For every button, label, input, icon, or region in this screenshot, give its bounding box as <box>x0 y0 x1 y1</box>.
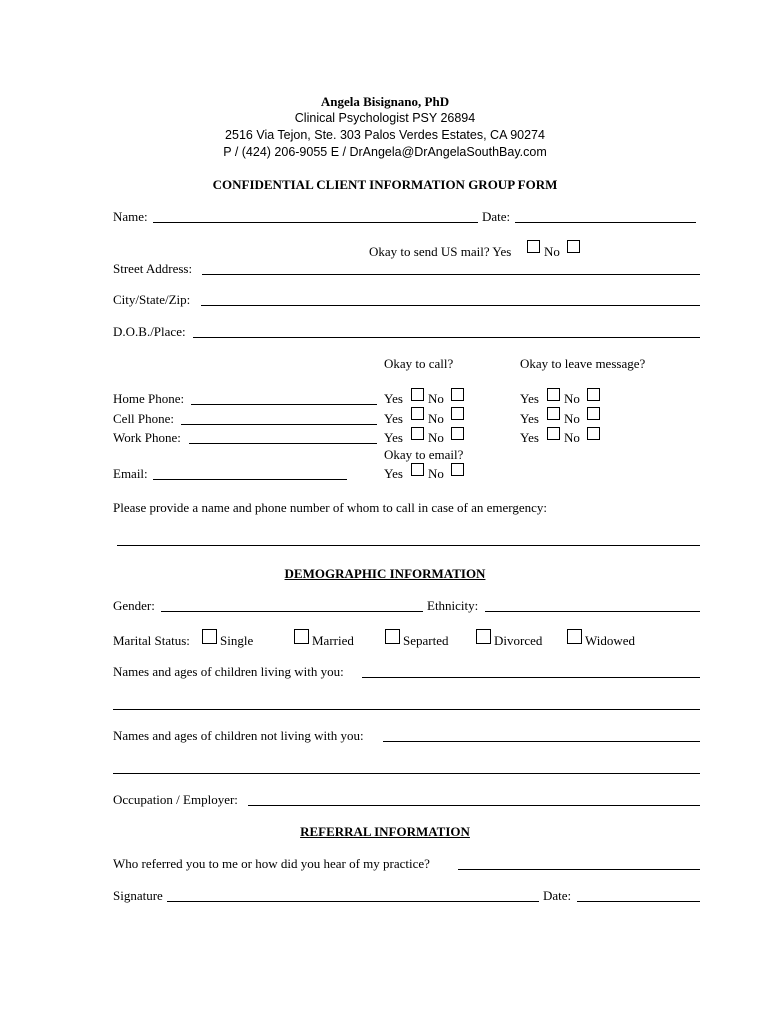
home-msg-no-label: No <box>564 391 580 406</box>
widowed-checkbox[interactable] <box>567 629 582 644</box>
email-no-label: No <box>428 466 444 481</box>
single-label: Single <box>220 633 254 648</box>
home-call-yes-checkbox[interactable] <box>411 388 424 401</box>
home-phone-label: Home Phone: <box>113 391 185 406</box>
children-without-label: Names and ages of children not living with you: <box>113 728 364 743</box>
signature-date-label: Date: <box>543 888 572 903</box>
referral-field[interactable] <box>458 869 700 870</box>
form-title: CONFIDENTIAL CLIENT INFORMATION GROUP FORM <box>212 177 558 192</box>
cell-call-yes-checkbox[interactable] <box>411 407 424 420</box>
work-msg-no-checkbox[interactable] <box>587 427 600 440</box>
email-yes-checkbox[interactable] <box>411 463 424 476</box>
demographic-heading: DEMOGRAPHIC INFORMATION <box>284 566 486 581</box>
emergency-field[interactable] <box>117 545 700 546</box>
practitioner-title: Clinical Psychologist PSY 26894 <box>294 111 476 125</box>
signature-field[interactable] <box>167 901 539 902</box>
referral-heading: REFERRAL INFORMATION <box>300 824 470 839</box>
okay-email-heading: Okay to email? <box>384 447 464 462</box>
referral-question-label: Who referred you to me or how did you hear of my practice? <box>113 856 430 871</box>
city-label: City/State/Zip: <box>113 292 191 307</box>
practice-contact: P / (424) 206-9055 E / DrAngela@DrAngelaSouthBay.com <box>223 145 547 159</box>
cell-msg-no-checkbox[interactable] <box>587 407 600 420</box>
signature-label: Signature <box>113 888 163 903</box>
us-mail-no-label: No <box>544 244 560 259</box>
okay-call-heading: Okay to call? <box>384 356 454 371</box>
signature-date-field[interactable] <box>577 901 700 902</box>
occupation-label: Occupation / Employer: <box>113 792 238 807</box>
children-with-label: Names and ages of children living with you: <box>113 664 344 679</box>
home-msg-yes-checkbox[interactable] <box>547 388 560 401</box>
street-label: Street Address: <box>113 261 193 276</box>
separated-checkbox[interactable] <box>385 629 400 644</box>
email-field[interactable] <box>153 479 347 480</box>
work-call-no-checkbox[interactable] <box>451 427 464 440</box>
cell-call-no-checkbox[interactable] <box>451 407 464 420</box>
work-msg-yes-label: Yes <box>520 430 539 445</box>
work-call-no-label: No <box>428 430 444 445</box>
home-call-no-checkbox[interactable] <box>451 388 464 401</box>
cell-call-no-label: No <box>428 411 444 426</box>
work-phone-field[interactable] <box>189 443 377 444</box>
married-checkbox[interactable] <box>294 629 309 644</box>
name-label: Name: <box>113 209 148 224</box>
street-field[interactable] <box>202 274 700 275</box>
cell-msg-yes-checkbox[interactable] <box>547 407 560 420</box>
divorced-checkbox[interactable] <box>476 629 491 644</box>
home-phone-field[interactable] <box>191 404 377 405</box>
gender-label: Gender: <box>113 598 155 613</box>
email-yes-label: Yes <box>384 466 403 481</box>
separated-label: Separted <box>403 633 449 648</box>
city-field[interactable] <box>201 305 700 306</box>
children-with-field[interactable] <box>362 677 700 678</box>
cell-call-yes-label: Yes <box>384 411 403 426</box>
home-call-yes-label: Yes <box>384 391 403 406</box>
children-with-field-continued[interactable] <box>113 709 700 710</box>
date-label: Date: <box>482 209 511 224</box>
ethnicity-label: Ethnicity: <box>427 598 479 613</box>
work-phone-label: Work Phone: <box>113 430 181 445</box>
occupation-field[interactable] <box>248 805 700 806</box>
work-call-yes-checkbox[interactable] <box>411 427 424 440</box>
practitioner-name: Angela Bisignano, PhD <box>320 94 450 109</box>
work-msg-no-label: No <box>564 430 580 445</box>
work-call-yes-label: Yes <box>384 430 403 445</box>
email-label: Email: <box>113 466 148 481</box>
children-without-field[interactable] <box>383 741 700 742</box>
okay-message-heading: Okay to leave message? <box>520 356 646 371</box>
us-mail-yes-checkbox[interactable] <box>527 240 540 253</box>
name-field[interactable] <box>153 222 478 223</box>
marital-label: Marital Status: <box>113 633 190 648</box>
cell-msg-yes-label: Yes <box>520 411 539 426</box>
dob-label: D.O.B./Place: <box>113 324 186 339</box>
married-label: Married <box>312 633 354 648</box>
cell-phone-label: Cell Phone: <box>113 411 175 426</box>
children-without-field-continued[interactable] <box>113 773 700 774</box>
work-msg-yes-checkbox[interactable] <box>547 427 560 440</box>
widowed-label: Widowed <box>585 633 636 648</box>
dob-field[interactable] <box>193 337 700 338</box>
emergency-label: Please provide a name and phone number of whom to call in case of an emergency: <box>113 500 548 515</box>
home-msg-no-checkbox[interactable] <box>587 388 600 401</box>
practice-address: 2516 Via Tejon, Ste. 303 Palos Verdes Estates, CA 90274 <box>225 128 545 142</box>
ethnicity-field[interactable] <box>485 611 700 612</box>
date-field[interactable] <box>515 222 696 223</box>
home-call-no-label: No <box>428 391 444 406</box>
divorced-label: Divorced <box>494 633 543 648</box>
us-mail-no-checkbox[interactable] <box>567 240 580 253</box>
home-msg-yes-label: Yes <box>520 391 539 406</box>
cell-phone-field[interactable] <box>181 424 377 425</box>
us-mail-label: Okay to send US mail? Yes <box>369 244 512 259</box>
single-checkbox[interactable] <box>202 629 217 644</box>
email-no-checkbox[interactable] <box>451 463 464 476</box>
cell-msg-no-label: No <box>564 411 580 426</box>
gender-field[interactable] <box>161 611 423 612</box>
